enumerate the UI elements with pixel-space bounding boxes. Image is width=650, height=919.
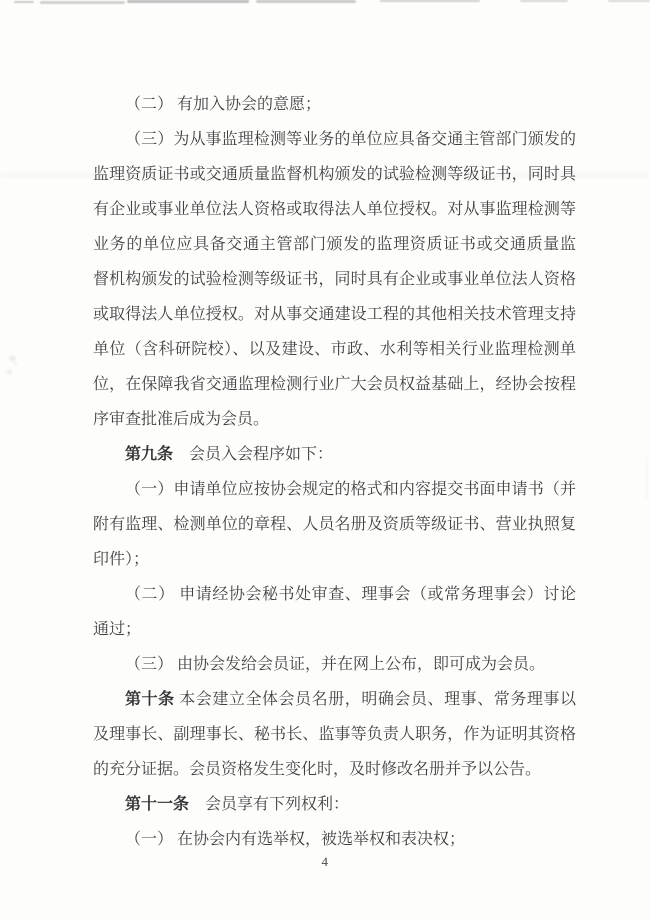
scan-artifact — [608, 0, 650, 2]
line-text: 单位（含科研院校）、以及建设、市政、水利等相关行业监理检测单 — [93, 341, 576, 358]
page-number: 4 — [321, 854, 329, 869]
line-text: 的充分证据。会员资格发生变化时，及时修改名册并予以公告。 — [93, 761, 542, 778]
line-text: 序审查批准后成为会员。 — [93, 411, 270, 428]
article-number: 第十条 — [125, 691, 175, 708]
line-text: （三） 由协会发给会员证，并在网上公布，即可成为会员。 — [125, 656, 546, 673]
scan-artifact — [14, 362, 17, 365]
line-text: （三）为从事监理检测等业务的单位应具备交通主管部门颁发的 — [125, 131, 576, 148]
line-text: （一） 在协会内有选举权，被选举权和表决权； — [125, 831, 466, 848]
line-text: （一）申请单位应按协会规定的格式和内容提交书面申请书（并 — [125, 481, 576, 498]
text-line — [93, 787, 576, 822]
text-line — [93, 402, 576, 437]
scan-artifact — [9, 356, 16, 361]
text-line — [93, 262, 576, 297]
text-line — [93, 682, 576, 717]
line-text: 或取得法人单位授权。对从事交通建设工程的其他相关技术管理支持 — [93, 306, 576, 323]
scan-artifact — [256, 0, 356, 3]
scan-artifact — [646, 458, 648, 500]
line-text: 会员入会程序如下： — [173, 446, 334, 463]
text-line — [93, 752, 576, 787]
line-text: 附有监理、检测单位的章程、人员名册及资质等级证书、营业执照复 — [93, 516, 576, 533]
line-text: （二） 有加入协会的意愿； — [125, 96, 322, 113]
line-text: 监理资质证书或交通质量监督机构颁发的试验检测等级证书，同时具 — [93, 166, 576, 183]
scan-artifact — [7, 369, 12, 375]
text-line — [93, 297, 576, 332]
text-line — [93, 87, 576, 122]
line-text: 有企业或事业单位法人资格或取得法人单位授权。对从事监理检测等 — [93, 201, 576, 218]
text-line — [93, 542, 576, 577]
line-text: 业务的单位应具备交通主管部门颁发的监理资质证书或交通质量监 — [93, 236, 576, 253]
line-text: 本会建立全体会员名册，明确会员、理事、常务理事以 — [174, 691, 576, 708]
line-text: 督机构颁发的试验检测等级证书，同时具有企业或事业单位法人资格 — [93, 271, 576, 288]
line-text: （二） 申请经协会秘书处审查、理事会（或常务理事会）讨论 — [125, 586, 576, 603]
article-number: 第九条 — [125, 446, 174, 463]
line-text: 会员享有下列权利： — [189, 796, 350, 813]
text-line — [93, 122, 576, 157]
text-line — [93, 577, 576, 612]
text-line — [93, 717, 576, 752]
text-line — [93, 367, 576, 402]
text-line — [93, 227, 576, 262]
scan-artifact — [520, 0, 568, 2]
text-line — [93, 472, 576, 507]
text-line — [93, 437, 576, 472]
line-text: 位，在保障我省交通监理检测行业广大会员权益基础上，经协会按程 — [93, 376, 576, 393]
line-text: 及理事长、副理事长、秘书长、监事等负责人职务，作为证明其资格 — [93, 726, 576, 743]
text-line — [93, 192, 576, 227]
scan-artifact — [380, 0, 480, 2]
line-text: 通过； — [93, 621, 142, 638]
text-line — [93, 647, 576, 682]
text-line — [93, 157, 576, 192]
scan-artifact — [40, 1, 125, 4]
line-text: 印件）； — [93, 551, 150, 568]
text-line — [93, 822, 576, 857]
text-line — [93, 612, 576, 647]
text-line — [93, 332, 576, 367]
text-line — [93, 507, 576, 542]
scan-artifact — [127, 0, 249, 3]
document-body — [93, 87, 576, 857]
scan-artifact — [14, 1, 34, 3]
article-number: 第十一条 — [125, 796, 190, 813]
